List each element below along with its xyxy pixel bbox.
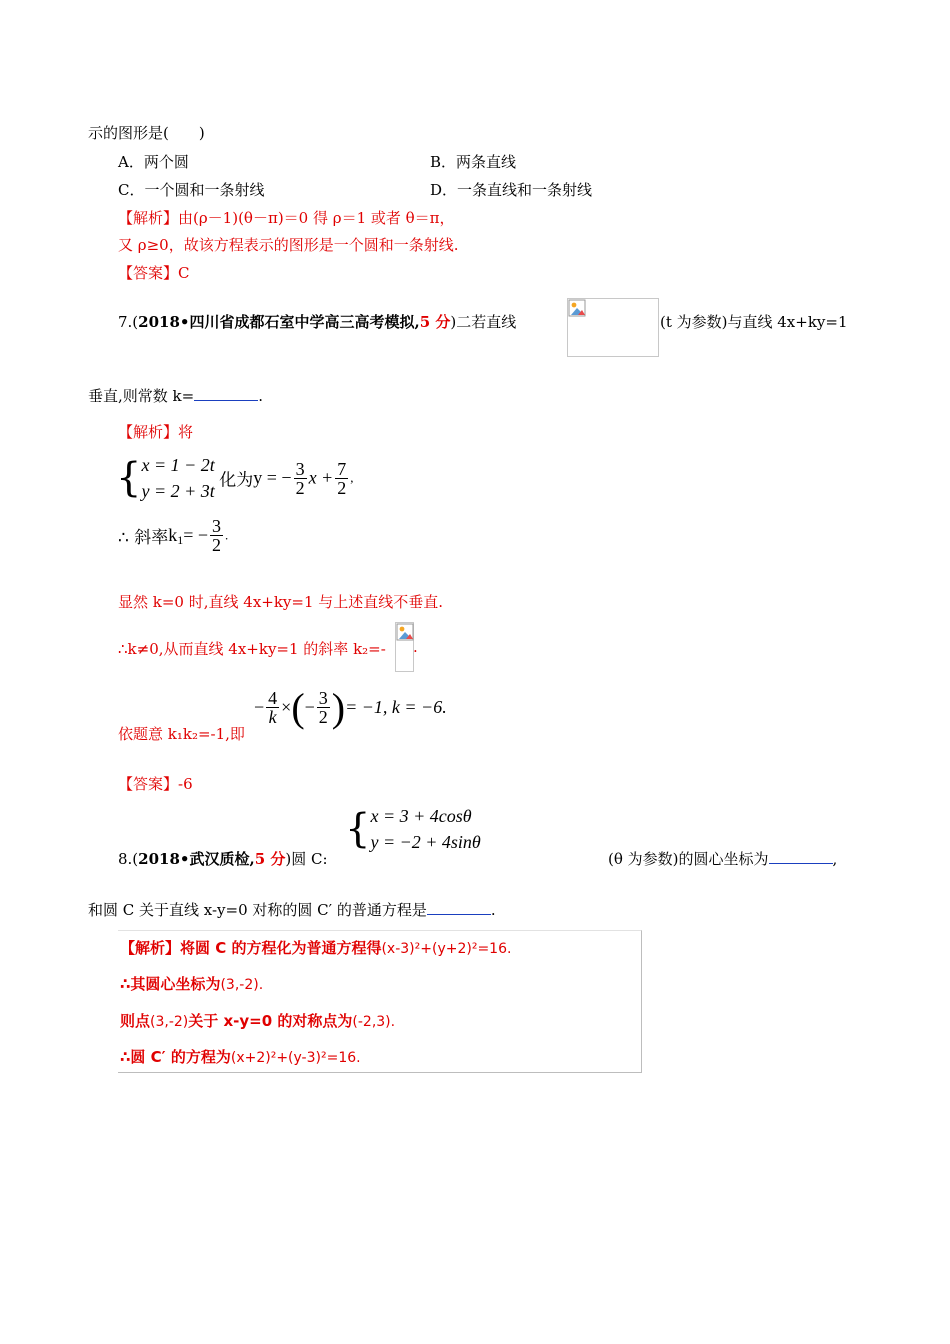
q8-stem-line1 <box>118 848 328 869</box>
q7-slope-end: . <box>225 527 229 543</box>
q7-source: 2018•四川省成都石室中学高三高考模拟 <box>138 313 415 331</box>
q7-frac3-den: 2 <box>212 535 222 555</box>
q8-param-text <box>608 848 837 869</box>
eq-frac2-num: 3 <box>318 688 328 708</box>
q6-analysis-line1 <box>118 207 455 228</box>
q8-param-end: , <box>832 850 838 868</box>
q7-convert-mid: x + <box>308 467 334 488</box>
q7-conversion-formula <box>116 452 353 508</box>
q7-slope-eq: = − <box>183 525 209 545</box>
q7-score: 5 分 <box>419 313 451 331</box>
eq-tail: = −1, k = −6. <box>345 697 447 717</box>
q7-slope-sub: 1 <box>177 533 184 548</box>
q7-param-text: (t 为参数)与直线 4x+ky=1 <box>660 313 848 331</box>
left-brace: { <box>116 455 142 501</box>
q8-box-l2b: (3,-2). <box>220 977 264 993</box>
q7-convert-end: , <box>350 470 354 485</box>
q8-box-l3c: 关于 x-y=0 的对称点为 <box>188 1012 353 1030</box>
image-placeholder-icon <box>568 299 588 319</box>
q8-box-line3 <box>120 1010 395 1031</box>
q8-left-brace: { <box>345 806 371 852</box>
q7-analysis-word: 将 <box>178 423 194 441</box>
q7-frac2-den: 2 <box>337 477 347 498</box>
eq-frac-den: k <box>268 707 277 727</box>
q8-comma: , <box>249 850 255 868</box>
q8-param: (θ 为参数)的圆心坐标为 <box>608 850 769 868</box>
q8-box-l1a: 【解析】将圆 C 的方程化为普通方程得 <box>120 939 382 957</box>
q8-source: 2018•武汉质检 <box>138 850 250 868</box>
q7-comma: , <box>414 313 420 331</box>
q8-after: )圆 C: <box>285 850 328 868</box>
q7-answer: 【答案】-6 <box>118 775 193 793</box>
q7-equation <box>254 684 447 736</box>
q7-answer-blank <box>194 386 258 401</box>
q7-frac1-num: 3 <box>295 458 305 479</box>
q6-option-a: A．两个圆 <box>118 153 189 171</box>
q8-param-system <box>345 803 481 859</box>
q6-analysis-line2: 又 ρ≥0，故该方程表示的图形是一个圆和一条射线. <box>118 236 459 254</box>
q6-option-c: C．一个圆和一条射线 <box>118 181 265 199</box>
q7-stem-line2 <box>88 385 263 406</box>
q8-box-l3d: (-2,3). <box>352 1014 396 1030</box>
q8-box-l2a: ∴其圆心坐标为 <box>120 975 221 993</box>
eq-frac2-den: 2 <box>318 707 328 727</box>
broken-image-icon <box>567 298 659 357</box>
q6-analysis-text1: 由(ρ－1)(θ－π)＝0 得 ρ＝1 或者 θ＝π， <box>178 209 455 227</box>
q8-sys-line1: x = 3 + 4cosθ <box>370 806 472 826</box>
q7-frac2-num: 7 <box>337 458 347 479</box>
q7-param-system <box>141 452 214 504</box>
q8-score: 5 分 <box>254 850 286 868</box>
q7-red-line1: 显然 k=0 时,直线 4x+ky=1 与上述直线不垂直. <box>118 593 444 611</box>
q7-prefix: 7.( <box>118 313 139 331</box>
q7-slope-k: k <box>168 525 178 545</box>
q6-stem-tail: 示的图形是( ) <box>88 124 205 142</box>
q8-stem-line2 <box>88 899 496 920</box>
eq-frac <box>266 689 279 726</box>
q8-sys <box>370 803 480 855</box>
eq-minus: − <box>254 697 265 717</box>
q7-frac1-den: 2 <box>295 477 305 498</box>
q8-box-l3b: (3,-2) <box>150 1014 189 1030</box>
eq-frac2 <box>317 689 330 726</box>
q8-box-line2 <box>120 973 263 994</box>
q7-frac2 <box>335 460 348 497</box>
q7-analysis-tag: 【解析】 <box>118 423 179 441</box>
q8-box-line4 <box>120 1046 361 1067</box>
q7-analysis-heading <box>118 421 193 442</box>
q7-red2-text: ∴k≠0,从而直线 4x+ky=1 的斜率 k₂=- <box>118 640 386 658</box>
q7-red2-end: . <box>413 638 418 656</box>
q7-convert-y: y = − <box>253 467 292 488</box>
q7-sys-line2: y = 2 + 3t <box>141 481 215 501</box>
q7-line2-end: . <box>258 387 263 405</box>
q7-line2-text: 垂直,则常数 k= <box>88 387 195 405</box>
q6-answer: 【答案】C <box>118 264 190 282</box>
q8-box-l3a: 则点 <box>120 1012 151 1030</box>
eq-frac-num: 4 <box>268 688 278 708</box>
q7-sys-line1: x = 1 − 2t <box>141 455 215 475</box>
q8-line2-end: . <box>490 901 496 919</box>
q8-box-l1b: (x-3)²+(y+2)²=16. <box>381 941 512 957</box>
q8-analysis-box <box>118 930 642 1073</box>
q7-slope-prefix: ∴ 斜率 <box>118 528 169 548</box>
q8-prefix: 8.( <box>118 850 139 868</box>
q6-analysis-tag: 【解析】 <box>118 209 179 227</box>
q8-box-line1 <box>120 937 511 958</box>
q7-slope-formula <box>118 517 228 561</box>
q8-box-l4b: (x+2)²+(y-3)²=16. <box>230 1050 361 1066</box>
q7-convert-word: 化为 <box>219 470 254 491</box>
q7-frac3 <box>210 517 223 554</box>
eq-times: × <box>281 697 292 717</box>
q7-red-line2 <box>118 638 386 659</box>
q8-sys-line2: y = −2 + 4sinθ <box>370 832 481 852</box>
right-paren: ) <box>331 685 346 730</box>
q7-frac3-num: 3 <box>212 516 222 536</box>
q6-option-d: D．一条直线和一条射线 <box>430 181 593 199</box>
q7-after: )二若直线 <box>450 313 517 331</box>
q7-red-line3: 依题意 k₁k₂=-1,即 <box>118 725 245 743</box>
q7-frac1 <box>294 460 307 497</box>
eq-paren-minus: − <box>304 697 315 717</box>
q8-equation-blank <box>427 900 491 915</box>
q8-box-l4a: ∴圆 C′ 的方程为 <box>120 1048 231 1066</box>
broken-image-icon-2 <box>395 622 414 672</box>
q8-center-blank <box>769 849 833 864</box>
q6-option-b: B．两条直线 <box>430 153 517 171</box>
q8-line2-text: 和圆 C 关于直线 x-y=0 对称的圆 C′ 的普通方程是 <box>88 901 427 919</box>
q7-stem-line1 <box>118 311 516 332</box>
left-paren: ( <box>291 685 305 730</box>
